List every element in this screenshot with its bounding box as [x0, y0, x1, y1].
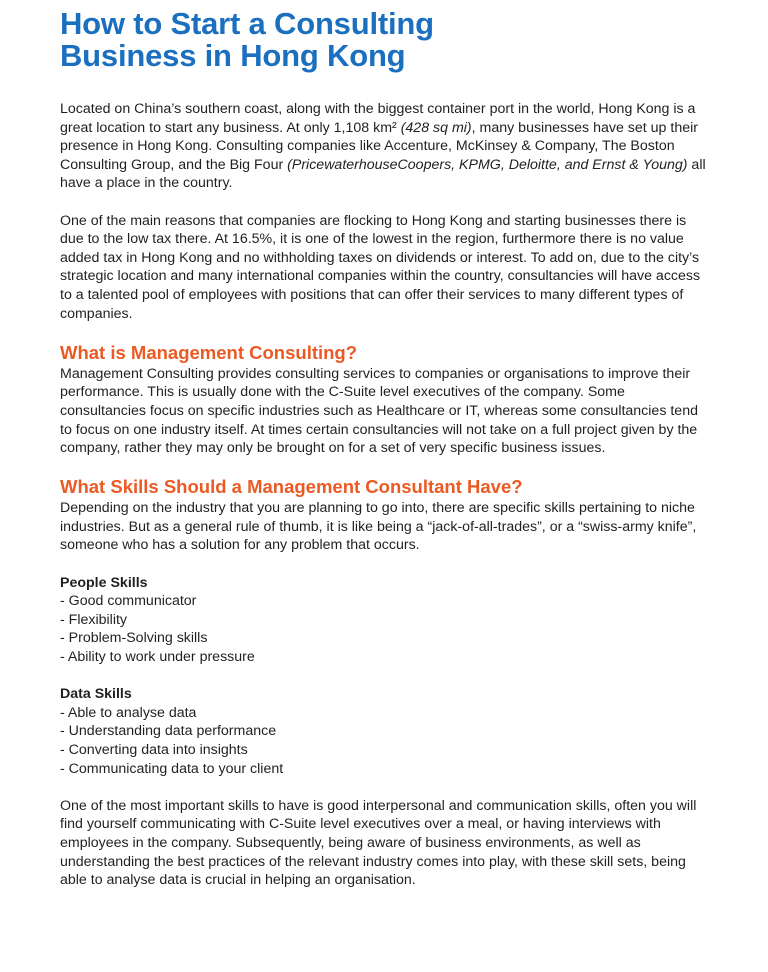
list-item: - Converting data into insights	[60, 742, 248, 758]
title-line-2: Business in Hong Kong	[60, 38, 406, 73]
list-item: - Good communicator	[60, 593, 197, 610]
title-line-1: How to Start a Consulting	[60, 6, 434, 41]
intro-text: Located on China’s southern coast, along with the biggest container port in the world, Hong Kong is a great location to start any business. At only 1,108 km²	[60, 101, 696, 136]
data-skills-heading: Data Skills	[60, 686, 132, 703]
people-skills-heading: People Skills	[60, 574, 148, 591]
intro-paragraph-1	[60, 100, 710, 193]
people-skills-list	[60, 592, 710, 666]
section-heading-management-consulting: What is Management Consulting?	[60, 341, 358, 363]
list-item: - Flexibility	[60, 611, 128, 628]
list-item: - Understanding data performance	[60, 723, 277, 740]
intro-text: , many businesses have set up their presence in Hong Kong. Consulting companies like Accenture, McKinsey & Company, The Boston Consulting Group, and the Big Four	[60, 119, 698, 173]
list-item: - Able to analyse data	[60, 704, 197, 721]
closing-paragraph: One of the most important skills to have is good interpersonal and communication skills, often you will find yourself communicating with C-Suite level executives over a meal, or having interviews with employees in the company. Subsequently, being aware of business environments, as well as understanding the best practices of the relevant industry comes into play, with these skill sets, being able to analyse data is crucial in helping an organisation.	[60, 797, 697, 889]
list-item: - Problem-Solving skills	[60, 630, 208, 647]
big-four-list: (PricewaterhouseCoopers, KPMG, Deloitte, and Ernst & Young)	[287, 156, 688, 173]
intro-paragraph-2: One of the main reasons that companies are flocking to Hong Kong and starting businesses there is due to the low tax there. At 16.5%, it is one of the lowest in the region, furthermore there is no value added tax in Hong Kong and no withholding taxes on dividends or interest. To add on, due to the city’s strategic location and many international companies within the country, consultancies will have access to a talented pool of employees with positions that can offer their services to many different types of companies.	[60, 212, 701, 322]
skills-intro-body: Depending on the industry that you are planning to go into, there are specific skills pertaining to niche industries. But as a general rule of thumb, it is like being a “jack-of-all-trades”, or a “swiss-army knife”, someone who has a solution for any problem that occurs.	[60, 500, 697, 554]
intro-text: all have a place in the country.	[60, 156, 706, 192]
section-heading-skills: What Skills Should a Management Consultant Have?	[60, 476, 523, 498]
document-page	[60, 8, 710, 908]
page-title	[60, 8, 710, 72]
area-sq-mi: (428 sq mi)	[400, 119, 472, 136]
list-item: - Ability to work under pressure	[60, 649, 255, 666]
list-item: - Communicating data to your client	[60, 760, 284, 777]
data-skills-list	[60, 704, 710, 778]
management-consulting-body: Management Consulting provides consulting services to companies or organisations to improve their performance. This is usually done with the C-Suite level executives of the company. Some consultancies focus on specific industries such as Healthcare or IT, whereas some consultancies tend to focus on one industry itself. At times certain consultancies will not take on a full project given by the company, rather they may only be brought on for a set of very specific business issues.	[60, 365, 698, 457]
